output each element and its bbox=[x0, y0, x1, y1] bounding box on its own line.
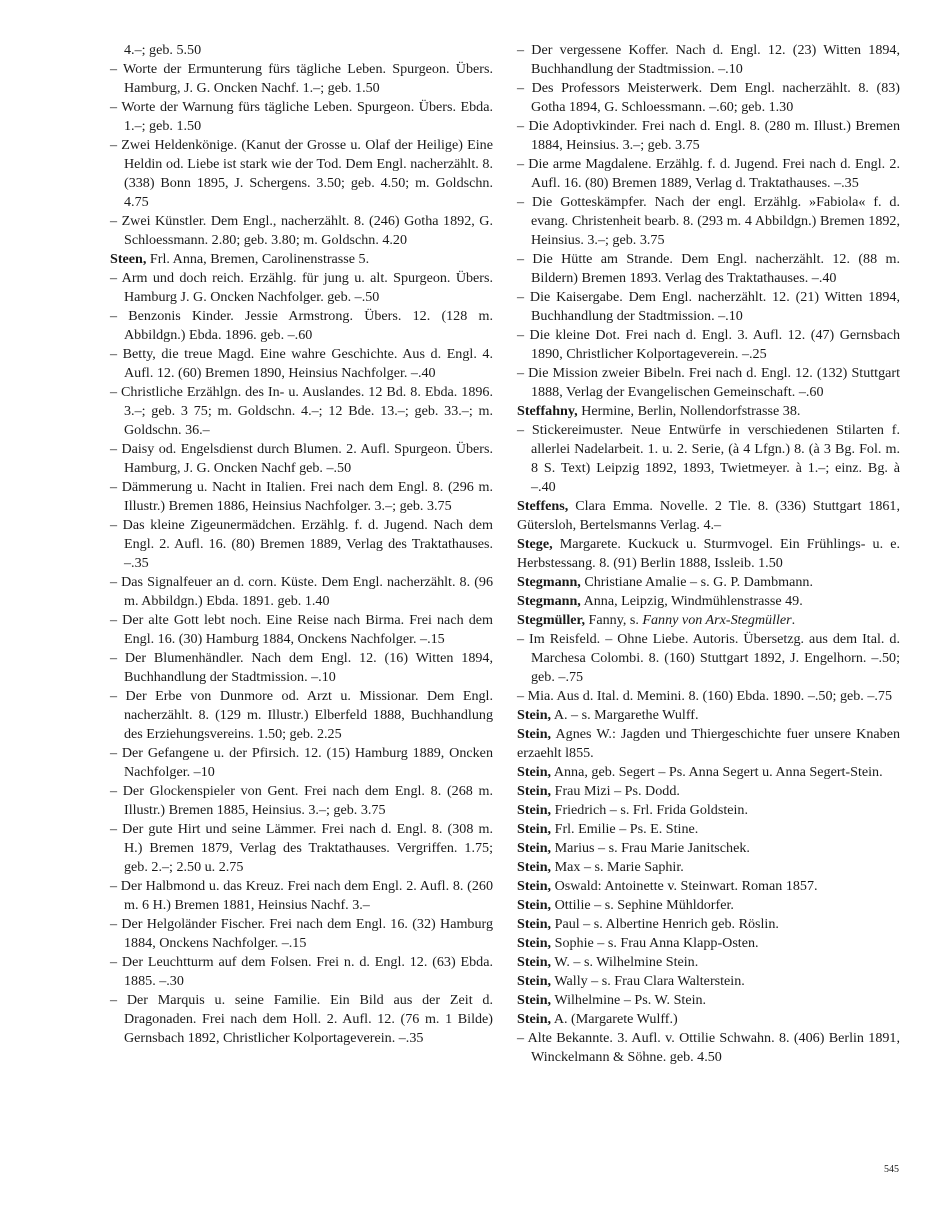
author-details: Christiane Amalie – s. G. P. Dambmann. bbox=[580, 574, 813, 590]
author-entry bbox=[517, 972, 900, 991]
work-entry: – Das kleine Zigeunermädchen. Erzählg. f. d. Jugend. Nach dem Engl. 2. Aufl. 16. (80) Bremen 1889, Verlag des Traktathauses. –.35 bbox=[110, 517, 493, 571]
author-details: Paul – s. Albertine Henrich geb. Röslin. bbox=[551, 916, 779, 932]
author-details: Frau Mizi – Ps. Dodd. bbox=[551, 783, 680, 799]
author-details: A. (Margarete Wulff.) bbox=[551, 1011, 678, 1027]
author-name: Stein, bbox=[517, 707, 552, 723]
author-name: Stegmann, bbox=[517, 593, 581, 609]
author-details: Margarete. Kuckuck u. Sturmvogel. Ein Frühlings- u. e. Herbstessang. 8. (91) Berlin 1888, Issleib. 1.50 bbox=[517, 536, 900, 571]
author-entry bbox=[517, 896, 900, 915]
author-name: Stein, bbox=[517, 878, 552, 894]
author-name: Stein, bbox=[517, 973, 552, 989]
author-details: Marius – s. Frau Marie Janitschek. bbox=[551, 840, 750, 856]
author-entry bbox=[517, 402, 900, 421]
work-entry: – Der Leuchtturm auf dem Folsen. Frei n. d. Engl. 12. (63) Ebda. 1885. –.30 bbox=[110, 954, 493, 989]
work-entry: – Im Reisfeld. – Ohne Liebe. Autoris. Übersetzg. aus dem Ital. d. Marchesa Colombi. 8. (160) Stuttgart 1892, J. Engelhorn. –.50; geb. –.75 bbox=[517, 631, 900, 685]
author-name: Stein, bbox=[517, 726, 552, 742]
author-entry bbox=[517, 725, 900, 763]
author-entry bbox=[517, 497, 900, 535]
author-name: Stein, bbox=[517, 859, 552, 875]
author-details: Friedrich – s. Frl. Frida Goldstein. bbox=[551, 802, 748, 818]
author-details: Agnes W.: Jagden und Thiergeschichte fuer unsere Knaben erzaehlt l855. bbox=[517, 726, 900, 761]
author-name: Stein, bbox=[517, 802, 552, 818]
author-name: Stegmüller, bbox=[517, 612, 585, 628]
author-details: W. – s. Wilhelmine Stein. bbox=[551, 954, 699, 970]
work-entry: – Des Professors Meisterwerk. Dem Engl. nacherzählt. 8. (83) Gotha 1894, G. Schloessmann. –.60; geb. 1.30 bbox=[517, 80, 900, 115]
entry-trailing-text: . bbox=[791, 612, 796, 628]
work-entry: – Worte der Warnung fürs tägliche Leben. Spurgeon. Übers. Ebda. 1.–; geb. 1.50 bbox=[110, 99, 493, 134]
author-alias: Fanny von Arx-Stegmüller bbox=[642, 612, 792, 628]
work-entry: – Betty, die treue Magd. Eine wahre Geschichte. Aus d. Engl. 4. Aufl. 12. (60) Bremen 1890, Heinsius Nachfolger. –.40 bbox=[110, 346, 493, 381]
author-entry bbox=[517, 858, 900, 877]
author-entry bbox=[517, 839, 900, 858]
author-details: Sophie – s. Frau Anna Klapp-Osten. bbox=[551, 935, 759, 951]
page-number: 545 bbox=[884, 1164, 899, 1175]
work-entry: – Der Blumenhändler. Nach dem Engl. 12. (16) Witten 1894, Buchhandlung der Stadtmission. –.10 bbox=[110, 650, 493, 685]
author-details: Max – s. Marie Saphir. bbox=[551, 859, 684, 875]
author-entry bbox=[110, 250, 493, 269]
work-entry: – Der Helgoländer Fischer. Frei nach dem Engl. 16. (32) Hamburg 1884, Onckens Nachfolger. –.15 bbox=[110, 916, 493, 951]
work-entry: – Die Hütte am Strande. Dem Engl. nacherzählt. 12. (88 m. Bildern) Bremen 1893. Verlag des Traktathauses. –.40 bbox=[517, 251, 900, 286]
work-entry: – Mia. Aus d. Ital. d. Memini. 8. (160) Ebda. 1890. –.50; geb. –.75 bbox=[517, 688, 893, 704]
work-entry: – Der Erbe von Dunmore od. Arzt u. Missionar. Dem Engl. nacherzählt. 8. (129 m. Illustr.) Elberfeld 1888, Buchhandlung des Erziehungsvereins. 1.50; geb. 2.25 bbox=[110, 688, 493, 742]
work-entry: – Arm und doch reich. Erzählg. für jung u. alt. Spurgeon. Übers. Hamburg J. G. Oncken Nachfolger. geb. –.50 bbox=[110, 270, 493, 305]
work-entry: – Die Gotteskämpfer. Nach der engl. Erzählg. »Fabiola« f. d. evang. Christenheit bearb. 8. (293 m. 4 Abbildgn.) Bremen 1892, Heinsius. 3.–; geb. 3.75 bbox=[517, 194, 900, 248]
author-entry bbox=[517, 915, 900, 934]
author-name: Steffens, bbox=[517, 498, 569, 514]
work-entry: – Das Signalfeuer an d. corn. Küste. Dem Engl. nacherzählt. 8. (96 m. Abbildgn.) Ebda. 1891. geb. 1.40 bbox=[110, 574, 493, 609]
work-entry: – Die kleine Dot. Frei nach d. Engl. 3. Aufl. 12. (47) Gernsbach 1890, Christlicher Kolportageverein. –.25 bbox=[517, 327, 900, 362]
author-entry bbox=[517, 953, 900, 972]
work-entry: – Der vergessene Koffer. Nach d. Engl. 12. (23) Witten 1894, Buchhandlung der Stadtmission. –.10 bbox=[517, 42, 900, 77]
work-entry: – Benzonis Kinder. Jessie Armstrong. Übers. 12. (128 m. Abbildgn.) Ebda. 1896. geb. –.60 bbox=[110, 308, 493, 343]
author-details: Oswald: Antoinette v. Steinwart. Roman 1857. bbox=[551, 878, 818, 894]
author-entry bbox=[517, 782, 900, 801]
author-details: Anna, Leipzig, Windmühlenstrasse 49. bbox=[580, 593, 803, 609]
work-entry: – Stickereimuster. Neue Entwürfe in verschiedenen Stilarten f. allerlei Nadelarbeit. 1. u. 2. Serie, (à 4 Lfgn.) 8. (à 3 Bg. Fol. m. 8 S. Text) Leipzig 1892, 1893, Twietmeyer. à 1.–; einz. Bg. à –.40 bbox=[517, 422, 900, 495]
author-entry bbox=[517, 820, 900, 839]
author-details: Frl. Emilie – Ps. E. Stine. bbox=[551, 821, 699, 837]
author-details: Wally – s. Frau Clara Walterstein. bbox=[551, 973, 745, 989]
work-entry: – Der Marquis u. seine Familie. Ein Bild aus der Zeit d. Dragonaden. Frei nach dem Holl. 2. Aufl. 12. (76 m. 1 Bilde) Gernsbach 1892, Christlicher Kolportageverein. –.35 bbox=[110, 992, 493, 1046]
author-details: Hermine, Berlin, Nollendorfstrasse 38. bbox=[577, 403, 801, 419]
author-entry bbox=[517, 877, 900, 896]
author-entry bbox=[517, 611, 900, 630]
author-name: Stein, bbox=[517, 916, 552, 932]
work-entry: – Die Mission zweier Bibeln. Frei nach d. Engl. 12. (132) Stuttgart 1888, Verlag der Evangelischen Gemeinschaft. –.60 bbox=[517, 365, 900, 400]
author-name: Stein, bbox=[517, 992, 552, 1008]
author-name: Stegmann, bbox=[517, 574, 581, 590]
author-details: Ottilie – s. Sephine Mühldorfer. bbox=[551, 897, 734, 913]
right-column bbox=[517, 41, 900, 1067]
author-name: Stein, bbox=[517, 821, 552, 837]
author-entry bbox=[517, 763, 900, 782]
author-entry bbox=[517, 991, 900, 1010]
work-entry: – Die arme Magdalene. Erzählg. f. d. Jugend. Frei nach d. Engl. 2. Aufl. 16. (80) Bremen 1889, Verlag d. Traktathauses. –.35 bbox=[517, 156, 900, 191]
author-name: Stein, bbox=[517, 954, 552, 970]
author-name: Stege, bbox=[517, 536, 553, 552]
work-entry: – Daisy od. Engelsdienst durch Blumen. 2. Aufl. Spurgeon. Übers. Hamburg, J. G. Oncken Nachf geb. –.50 bbox=[110, 441, 493, 476]
author-details: A. – s. Margarethe Wulff. bbox=[551, 707, 699, 723]
work-entry: – Der Glockenspieler von Gent. Frei nach dem Engl. 8. (268 m. Illustr.) Bremen 1885, Heinsius. 3.–; geb. 3.75 bbox=[110, 783, 493, 818]
left-column bbox=[110, 41, 493, 1048]
author-details: Anna, geb. Segert – Ps. Anna Segert u. Anna Segert-Stein. bbox=[551, 764, 883, 780]
work-entry: – Christliche Erzählgn. des In- u. Auslandes. 12 Bd. 8. Ebda. 1896. 3.–; geb. 3 75; m. Goldschn. 4.–; 12 Bde. 13.–; geb. 33.–; m. Goldschn. 36.– bbox=[110, 384, 493, 438]
author-details: Fanny, s. bbox=[584, 612, 643, 628]
author-name: Stein, bbox=[517, 935, 552, 951]
work-entry: – Der alte Gott lebt noch. Eine Reise nach Birma. Frei nach dem Engl. 16. (30) Hamburg 1884, Onckens Nachfolger. –.15 bbox=[110, 612, 493, 647]
author-name: Stein, bbox=[517, 840, 552, 856]
author-entry bbox=[517, 801, 900, 820]
work-entry: – Zwei Künstler. Dem Engl., nacherzählt. 8. (246) Gotha 1892, G. Schloessmann. 2.80; geb. 3.80; m. Goldschn. 4.20 bbox=[110, 213, 493, 248]
author-details: Wilhelmine – Ps. W. Stein. bbox=[551, 992, 707, 1008]
work-entry: – Zwei Heldenkönige. (Kanut der Grosse u. Olaf der Heilige) Eine Heldin od. Liebe ist stark wie der Tod. Dem Engl. nacherzählt. 8. (338) Bonn 1895, J. Schergens. 3.50; geb. 4.50; m. Goldschn. 4.75 bbox=[110, 137, 493, 210]
author-details: Frl. Anna, Bremen, Carolinenstrasse 5. bbox=[146, 251, 370, 267]
work-entry: – Der Gefangene u. der Pfirsich. 12. (15) Hamburg 1889, Oncken Nachfolger. –10 bbox=[110, 745, 493, 780]
author-entry bbox=[517, 592, 900, 611]
author-name: Steen, bbox=[110, 251, 147, 267]
work-entry: – Die Kaisergabe. Dem Engl. nacherzählt. 12. (21) Witten 1894, Buchhandlung der Stadtmission. –.10 bbox=[517, 289, 900, 324]
author-entry bbox=[517, 535, 900, 573]
author-name: Steffahny, bbox=[517, 403, 578, 419]
work-entry: – Dämmerung u. Nacht in Italien. Frei nach dem Engl. 8. (296 m. Illustr.) Bremen 1886, Heinsius Nachfolger. 3.–; geb. 3.75 bbox=[110, 479, 493, 514]
author-name: Stein, bbox=[517, 783, 552, 799]
work-entry: – Worte der Ermunterung fürs tägliche Leben. Spurgeon. Übers. Hamburg, J. G. Oncken Nachf. 1.–; geb. 1.50 bbox=[110, 61, 493, 96]
work-entry: – Die Adoptivkinder. Frei nach d. Engl. 8. (280 m. Illust.) Bremen 1884, Heinsius. 3.–; geb. 3.75 bbox=[517, 118, 900, 153]
work-entry: – Der gute Hirt und seine Lämmer. Frei nach d. Engl. 8. (308 m. H.) Bremen 1879, Verlag des Traktathauses. Vergriffen. 1.75; geb. 2.–; 2.50 u. 2.75 bbox=[110, 821, 493, 875]
work-entry: – Alte Bekannte. 3. Aufl. v. Ottilie Schwahn. 8. (406) Berlin 1891, Winckelmann & Söhne. geb. 4.50 bbox=[517, 1030, 900, 1065]
continuation-line: 4.–; geb. 5.50 bbox=[124, 42, 202, 58]
author-name: Stein, bbox=[517, 897, 552, 913]
author-entry bbox=[517, 1010, 900, 1029]
author-entry bbox=[517, 573, 900, 592]
author-details: Clara Emma. Novelle. 2 Tle. 8. (336) Stuttgart 1861, Gütersloh, Bertelsmanns Verlag. 4.– bbox=[517, 498, 900, 533]
author-name: Stein, bbox=[517, 1011, 552, 1027]
author-name: Stein, bbox=[517, 764, 552, 780]
work-entry: – Der Halbmond u. das Kreuz. Frei nach dem Engl. 2. Aufl. 8. (260 m. 6 H.) Bremen 1881, Heinsius Nachf. 3.– bbox=[110, 878, 493, 913]
author-entry bbox=[517, 934, 900, 953]
author-entry bbox=[517, 706, 900, 725]
